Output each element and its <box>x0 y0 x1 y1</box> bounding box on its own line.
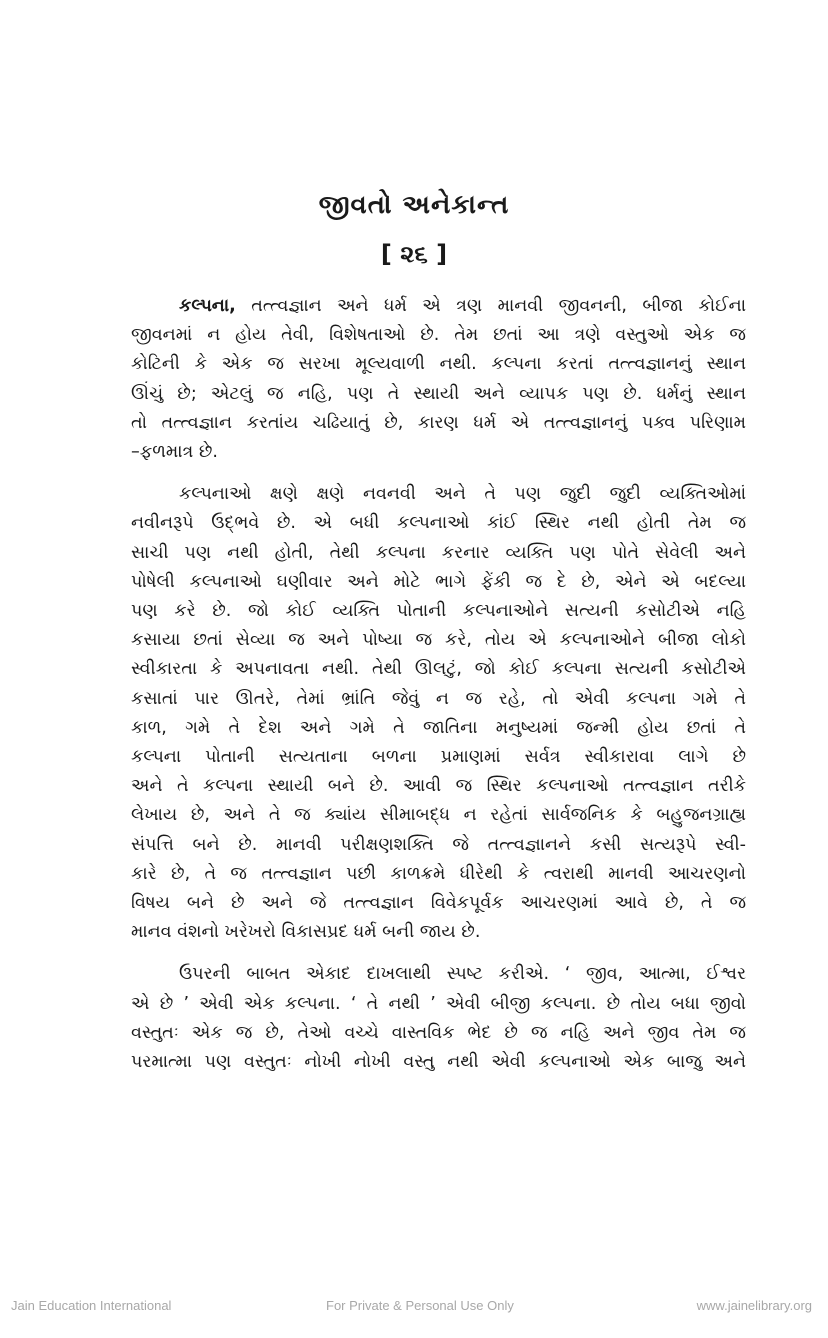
paragraph-2 <box>83 480 746 947</box>
lead-word: કલ્પના, <box>179 296 236 316</box>
text-line: જીવનમાં ન હોય તેવી, વિશેષતાઓ છે. તેમ છતાં આ ત્રણે વસ્તુઓ એક જ <box>131 325 746 346</box>
text-line: –ફળમાત્ર છે. <box>131 442 218 463</box>
text-line: એ છે ’ એવી એક કલ્પના. ‘ તે નથી ’ એવી બીજી કલ્પના. છે તોય બધા જીવો <box>131 993 746 1014</box>
text-line: કલ્પનાઓ ક્ષણે ક્ષણે નવનવી અને તે પણ જુદી જુદી વ્યક્તિઓમાં <box>179 484 746 505</box>
text-line: તો તત્ત્વજ્ઞાન કરતાંય ચઢિયાતું છે, કારણ ધર્મ એ તત્ત્વજ્ઞાનનું પક્વ પરિણામ <box>131 412 746 433</box>
footer-website-link[interactable]: www.jainelibrary.org <box>696 1298 812 1313</box>
page-footer <box>0 1298 828 1318</box>
paragraph-1 <box>83 292 746 467</box>
text-line: કસાતાં પાર ઊતરે, તેમાં ભ્રાંતિ જેવું ન જ રહે, તો એવી કલ્પના ગમે તે <box>131 688 746 709</box>
text-line: માનવ વંશનો ખરેખરો વિકાસપ્રદ ધર્મ બની જાય છે. <box>131 922 481 943</box>
text-line: સંપત્તિ બને છે. માનવી પરીક્ષણશક્તિ જે તત્ત્વજ્ઞાનને કસી સત્યરૂપે સ્વી- <box>131 834 746 855</box>
text-line: પણ કરે છે. જો કોઈ વ્યક્તિ પોતાની કલ્પનાઓને સત્યની કસોટીએ નહિ <box>131 601 746 622</box>
text-fragment: તત્ત્વજ્ઞાન અને ધર્મ એ ત્રણ માનવી જીવનની, બીજા કોઈના <box>235 296 746 316</box>
text-line: કાળ, ગમે તે દેશ અને ગમે તે જાતિના મનુષ્યમાં જન્મી હોય છતાં તે <box>131 717 746 738</box>
text-line: કોટિની કે એક જ સરખા મૂલ્યવાળી નથી. કલ્પના કરતાં તત્ત્વજ્ઞાનનું સ્થાન <box>131 354 746 375</box>
text-line: વસ્તુતઃ એક જ છે, તેઓ વચ્ચે વાસ્તવિક ભેદ છે જ નહિ અને જીવ તેમ જ <box>131 1022 746 1043</box>
text-line: લેખાય છે, અને તે જ ક્યાંય સીમાબદ્ધ ન રહેતાં સાર્વજનિક કે બહુજનગ્રાહ્ય <box>131 805 746 826</box>
text-line: કસાયા છતાં સેવ્યા જ અને પોષ્યા જ કરે, તોય એ કલ્પનાઓને બીજા લોકો <box>131 630 746 651</box>
page-title: જીવતો અનેકાન્ત <box>318 190 510 220</box>
footer-usage-notice: For Private & Personal Use Only <box>326 1298 514 1313</box>
text-line: પરમાત્મા પણ વસ્તુતઃ નોખી નોખી વસ્તુ નથી એવી કલ્પનાઓ એક બાજુ અને <box>131 1052 746 1073</box>
chapter-number: [ ૨૬ ] <box>380 240 448 268</box>
text-line: ઊંચું છે; એટલું જ નહિ, પણ તે સ્થાયી અને વ્યાપક પણ છે. ધર્મનું સ્થાન <box>131 383 746 404</box>
paragraph-3 <box>83 960 746 1077</box>
text-line: વિષય બને છે અને જે તત્ત્વજ્ઞાન વિવેકપૂર્વક આચરણમાં આવે છે, તે જ <box>131 893 746 914</box>
footer-publisher: Jain Education International <box>11 1298 172 1313</box>
text-line: ઉપરની બાબત એકાદ દાખલાથી સ્પષ્ટ કરીએ. ‘ જીવ, આત્મા, ઈશ્વર <box>179 964 746 985</box>
text-line: સ્વીકારતા કે અપનાવતા નથી. તેથી ઊલટું, જો કોઈ કલ્પના સત્યની કસોટીએ <box>131 659 746 680</box>
text-line: કલ્પના પોતાની સત્યતાના બળના પ્રમાણમાં સર્વત્ર સ્વીકારાવા લાગે છે <box>131 747 746 768</box>
text-line: કારે છે, તે જ તત્ત્વજ્ઞાન પછી કાળક્રમે ધીરેથી કે ત્વરાથી માનવી આચરણનો <box>131 863 746 884</box>
text-line: નવીનરૂપે ઉદ્ભવે છે. એ બધી કલ્પનાઓ કાંઈ સ્થિર નથી હોતી તેમ જ <box>131 513 746 534</box>
text-line: સાચી પણ નથી હોતી, તેથી કલ્પના કરનાર વ્યક્તિ પણ પોતે સેવેલી અને <box>131 542 746 563</box>
text-line: પોષેલી કલ્પનાઓ ઘણીવાર અને મોટે ભાગે ફેંકી જ દે છે, એને એ બદલ્યા <box>131 571 746 592</box>
text-line <box>83 292 746 321</box>
body-text <box>83 292 746 1090</box>
text-line: અને તે કલ્પના સ્થાયી બને છે. આવી જ સ્થિર કલ્પનાઓ તત્ત્વજ્ઞાન તરીકે <box>131 776 746 797</box>
